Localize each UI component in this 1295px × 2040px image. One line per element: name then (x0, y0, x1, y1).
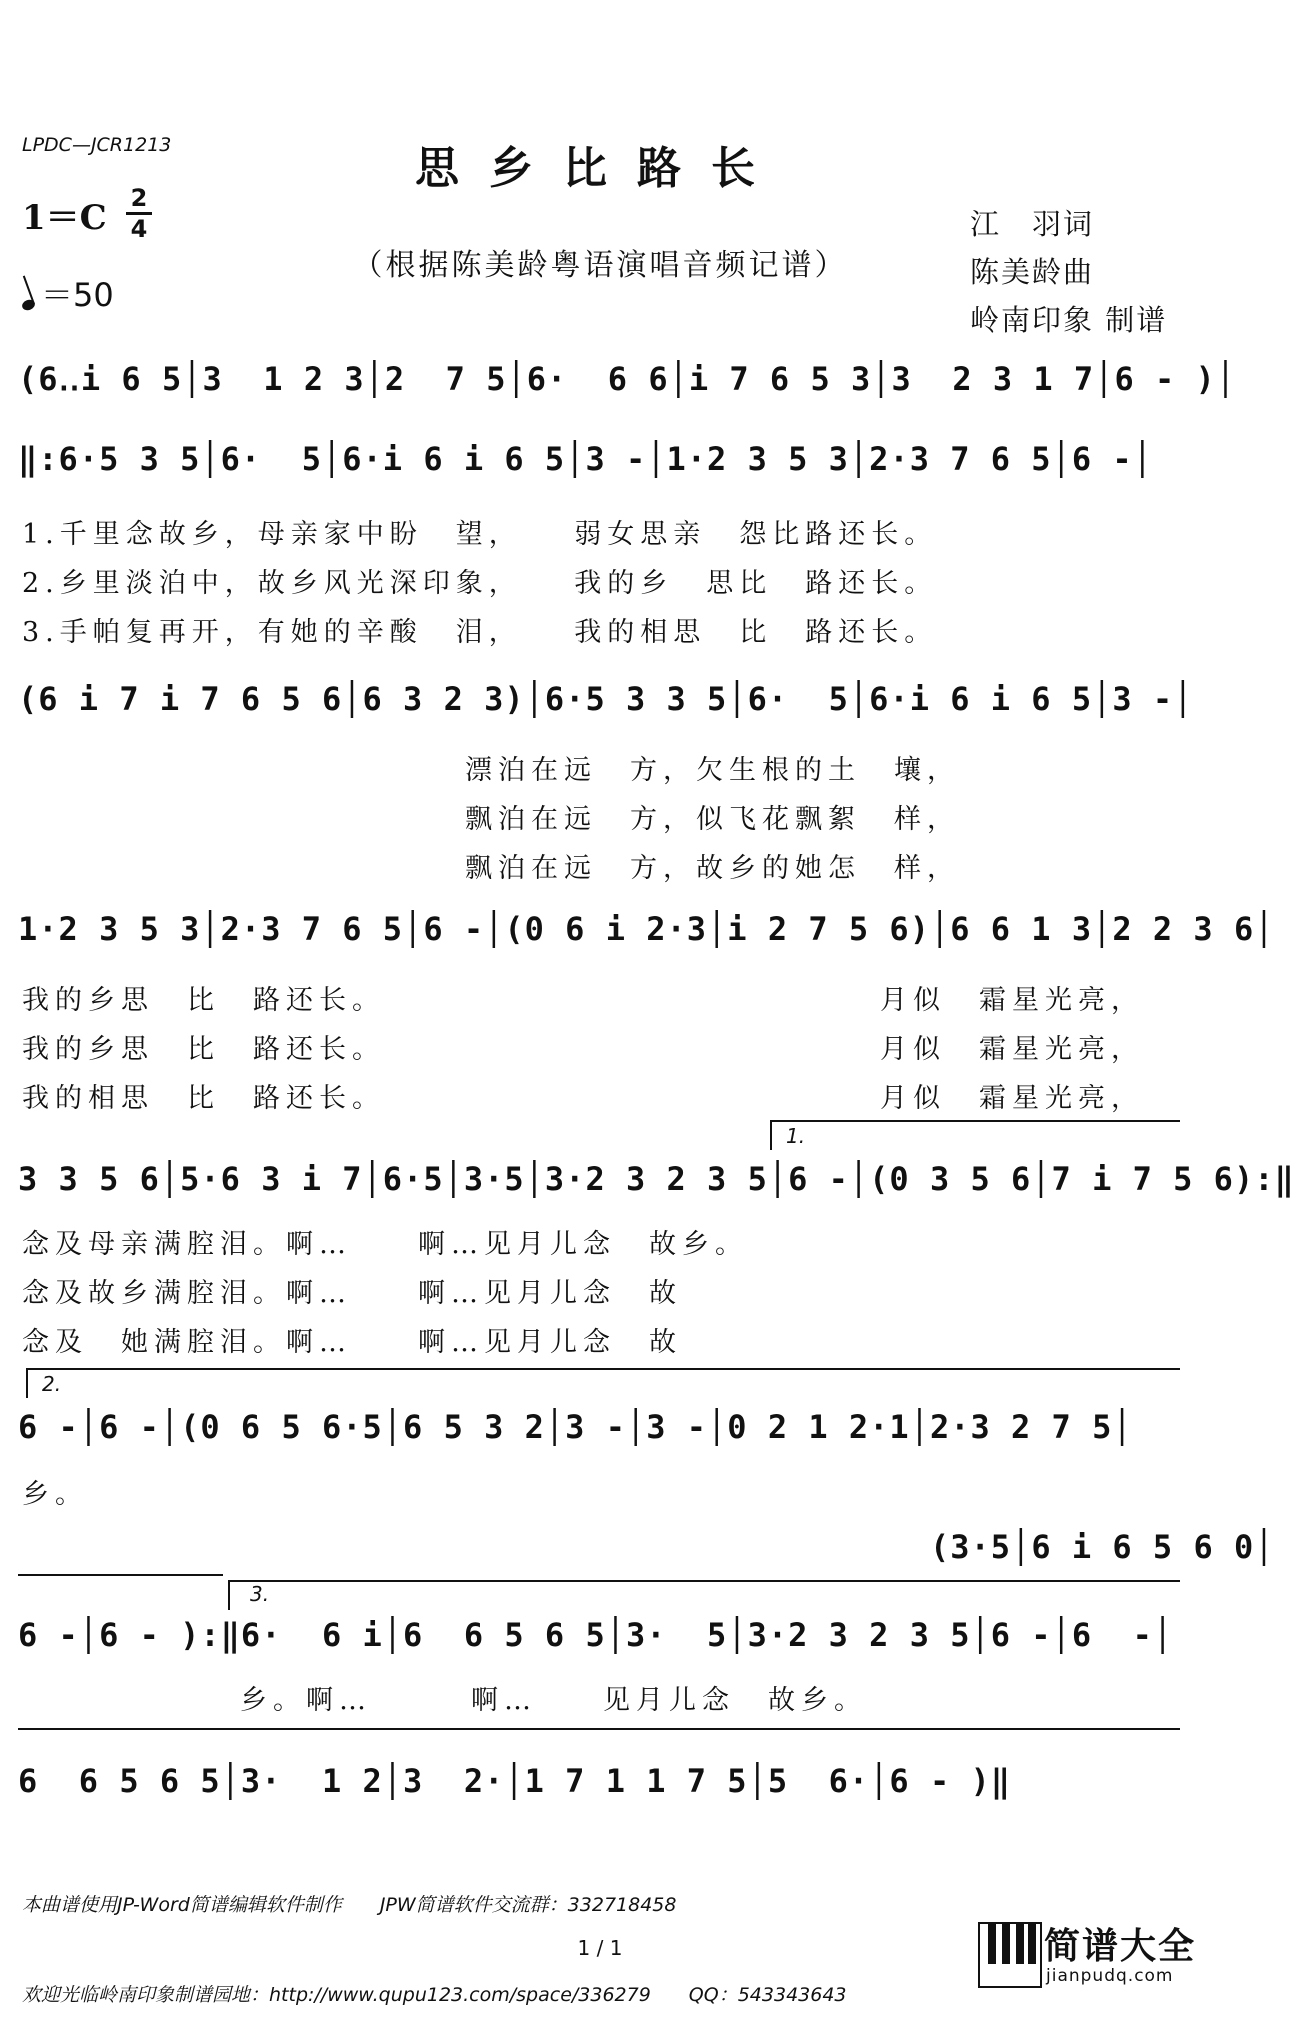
footer (22, 1830, 847, 2040)
lyric-verse-1: 1.千里念故乡，母亲家中盼 望， 弱女思亲 怨比路还长。 (22, 519, 938, 550)
lyric-row3-verse-1: 我的乡思 比 路还长。 (22, 985, 385, 1016)
lyric-row4-verse-2: 念及故乡满腔泪。啊… 啊…见月儿念 故 (22, 1278, 682, 1309)
lyric-row3-verse-2: 我的乡思 比 路还长。 (22, 1034, 385, 1065)
key-signature: 1＝C (22, 198, 107, 238)
lyric-row2-verse-2: 飘泊在远 方，似飞花飘絮 样， (465, 804, 960, 835)
song-subtitle: （根据陈美龄粤语演唱音频记谱） (352, 248, 848, 283)
staff-row-5: 6 -│6 -│(0 6 5 6·5│6 5 3 2│3 -│3 -│0 2 1 2·1│2·3 2 7 5│ (18, 1408, 1133, 1446)
piano-keys-icon (978, 1922, 1042, 1988)
tempo-mark (22, 270, 114, 316)
volta-label-2: 2. (42, 1372, 62, 1396)
score-code: LPDC—JCR1213 (22, 134, 172, 156)
logo-url: jianpudq.com (1046, 1966, 1174, 1986)
tempo-value: ＝50 (41, 276, 114, 314)
lyric-row2-verse-3: 飘泊在远 方，故乡的她怎 样， (465, 853, 960, 884)
lyric-row4-verse-3: 念及 她满腔泪。啊… 啊…见月儿念 故 (22, 1327, 682, 1358)
lyric-row3-right-verse-3: 月似 霜星光亮， (880, 1083, 1144, 1114)
time-signature-top: 2 (130, 184, 148, 212)
credits (970, 200, 1167, 344)
logo-text: 简谱大全 (1044, 1926, 1197, 1967)
system-line (18, 1728, 1180, 1730)
staff-row-2: (6 i 7 i 7 6 5 6│6 3 2 3)│6·5 3 3 5│6· 5│6·i 6 i 6 5│3 -│ (18, 680, 1194, 718)
lyric-verse-2: 2.乡里淡泊中，故乡风光深印象， 我的乡 思比 路还长。 (22, 568, 938, 599)
volta-bracket-2 (26, 1368, 1180, 1370)
volta-bracket-1 (770, 1120, 1180, 1122)
volta-tick-3 (228, 1580, 230, 1610)
site-logo (978, 1918, 1198, 1992)
lyric-row2-verse-1: 漂泊在远 方，欠生根的土 壤， (465, 755, 960, 786)
volta-tick-2 (26, 1368, 28, 1398)
lyric-row7: 乡。啊… 啊… 见月儿念 故乡。 (240, 1685, 867, 1716)
staff-row-7: 6 -│6 - ):‖6· 6 i│6 6 5 6 5│3· 5│3·2 3 2 3 5│6 -│6 -│ (18, 1616, 1174, 1654)
page-number: 1 / 1 (577, 1936, 623, 1960)
credit-arranger: 岭南印象 制谱 (970, 303, 1168, 337)
volta-tick-1 (770, 1120, 772, 1150)
volta-bracket-3 (228, 1580, 1180, 1582)
lyric-row5: 乡。 (22, 1479, 88, 1510)
staff-row-8: 6 6 5 6 5│3· 1 2│3 2·│1 7 1 1 7 5│5 6·│6 - )‖ (18, 1762, 1012, 1800)
footer-line-1: 本曲谱使用JP-Word简谱编辑软件制作 JPW简谱软件交流群：332718458 (22, 1894, 677, 1916)
staff-row-3: 1·2 3 5 3│2·3 7 6 5│6 -│(0 6 i 2·3│i 2 7 5 6)│6 6 1 3│2 2 3 6│ (18, 910, 1275, 948)
lyric-verse-3: 3.手帕复再开，有她的辛酸 泪， 我的相思 比 路还长。 (22, 617, 938, 648)
credit-lyricist: 江 羽词 (970, 207, 1095, 241)
staff-row-6: (3·5│6 i 6 5 6 0│ (930, 1528, 1275, 1566)
volta-bracket-2b (18, 1574, 223, 1576)
time-signature-bottom: 4 (130, 215, 148, 243)
lyric-row3-right-verse-2: 月似 霜星光亮， (880, 1034, 1144, 1065)
volta-label-1: 1. (786, 1124, 806, 1148)
lyric-row3-verse-3: 我的相思 比 路还长。 (22, 1083, 385, 1114)
lyric-row4-verse-1: 念及母亲满腔泪。啊… 啊…见月儿念 故乡。 (22, 1229, 748, 1260)
footer-line-2: 欢迎光临岭南印象制谱园地：http://www.qupu123.com/space/336279 QQ：543343643 (22, 1984, 847, 2006)
credit-composer: 陈美龄曲 (970, 255, 1095, 289)
lyric-row3-right-verse-1: 月似 霜星光亮， (880, 985, 1144, 1016)
quarter-note-icon (21, 298, 37, 312)
volta-label-3: 3. (250, 1582, 270, 1606)
staff-row-4: 3 3 5 6│5·6 3 i 7│6·5│3·5│3·2 3 2 3 5│6 -│(0 3 5 6│7 i 7 5 6):‖ (18, 1160, 1295, 1198)
staff-row-intro: (6‥i 6 5│3 1 2 3│2 7 5│6· 6 6│i 7 6 5 3│3 2 3 1 7│6 - )│ (18, 360, 1237, 398)
time-signature (126, 186, 152, 241)
staff-row-1: ‖:6·5 3 5│6· 5│6·i 6 i 6 5│3 -│1·2 3 5 3│2·3 7 6 5│6 -│ (18, 440, 1153, 478)
song-title: 思乡比路长 (415, 143, 785, 194)
